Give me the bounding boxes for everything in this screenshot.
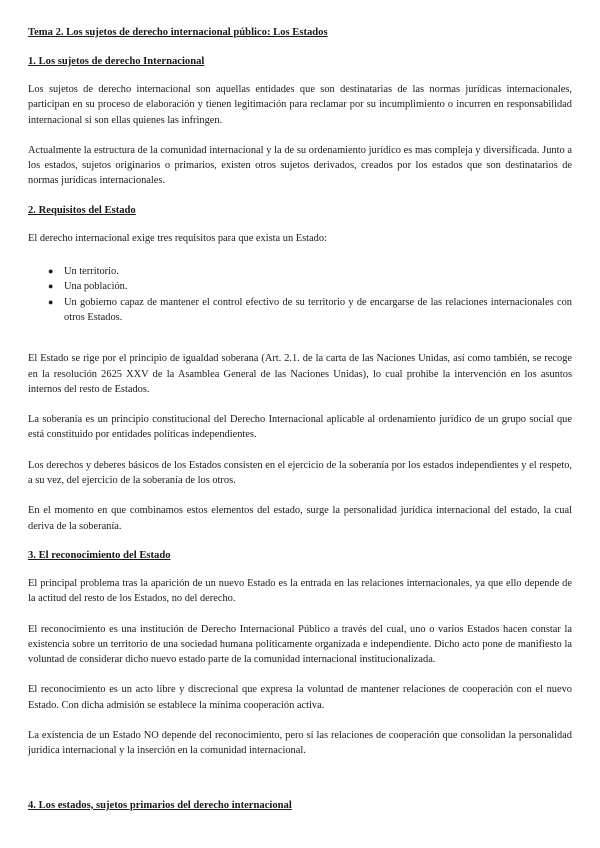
requirements-list [28,264,572,325]
paragraph: La soberanía es un principio constitucional del Derecho Internacional aplicable al ordenamiento jurídico de un grupo social que está constituido por entidades políticas independientes. [28,414,572,441]
paragraph: En el momento en que combinamos estos elementos del estado, surge la personalidad jurídica internacional del estado, la cual deriva de la soberanía. [28,505,572,532]
document-page [28,26,572,826]
paragraph: Actualmente la estructura de la comunidad internacional y la de su ordenamiento jurídico es mas compleja y diversificada. Junto a los estados, sujetos originarios o primarios, existen otros sujetos derivados, creados por los estados que son destinatarios de normas jurídicas internacionales. [28,144,572,187]
bullet-icon: ● [48,266,54,277]
list-item [48,295,572,326]
list-item-text: Un territorio. [64,266,119,278]
paragraph: El reconocimiento es una institución de Derecho Internacional Público a través del cual, uno o varios Estados hacen constar la existencia sobre un territorio de una sociedad humana políticamente organizada e independiente. Dicho acto pone de manifiesto la voluntad de considerar dicho nuevo estado parte de la comunidad internacional institucionalizada. [28,623,572,666]
section-heading-2: 2. Requisitos del Estado [28,204,136,216]
paragraph: El derecho internacional exige tres requisitos para que exista un Estado: [28,232,327,244]
list-item [48,279,572,294]
section-heading-1: 1. Los sujetos de derecho Internacional [28,56,205,67]
list-item [48,264,572,279]
bullet-icon: ● [48,296,54,307]
paragraph: El reconocimiento es un acto libre y discrecional que expresa la voluntad de mantener relaciones de cooperación con el nuevo Estado. Con dicha admisión se establece la mínima cooperación activa. [28,684,572,711]
section-heading-4: 4. Los estados, sujetos primarios del derecho internacional [28,799,292,811]
paragraph: Los sujetos de derecho internacional son aquellas entidades que son destinatarias de las normas jurídicas internacionales, participan en su proceso de elaboración y tienen legitimación para reclamar por su incumplimiento o incurren en responsabilidad internacional si son ellas quienes las infringen. [28,84,572,126]
document-title: Tema 2. Los sujetos de derecho internacional público: Los Estados [28,27,328,38]
paragraph: El principal problema tras la aparición de un nuevo Estado es la entrada en las relaciones internacionales, ya que ello depende de la actitud del resto de los Estados, no del derecho. [28,577,572,605]
list-item-text: Un gobierno capaz de mantener el control efectivo de su territorio y de encargarse de las relaciones internacionales con otros Estados. [64,296,572,323]
paragraph: Los derechos y deberes básicos de los Estados consisten en el ejercicio de la soberanía por los estados independientes y el respeto, a su vez, del ejercicio de la soberanía de los otros. [28,459,572,487]
bullet-icon: ● [48,281,54,292]
paragraph: El Estado se rige por el principio de igualdad soberana (Art. 2.1. de la carta de las Naciones Unidas, así como también, se recoge en la resolución 2625 XXV de la Asamblea General de las Naciones Unidas), lo cual prohibe la intervención en los asuntos internos del resto de Estados. [28,353,572,395]
paragraph: La existencia de un Estado NO depende del reconocimiento, pero sí las relaciones de cooperación que consolidan la personalidad jurídica internacional y la inserción en la comunidad internacional. [28,730,572,757]
list-item-text: Una población. [64,281,128,293]
section-heading-3: 3. El reconocimiento del Estado [28,549,171,561]
